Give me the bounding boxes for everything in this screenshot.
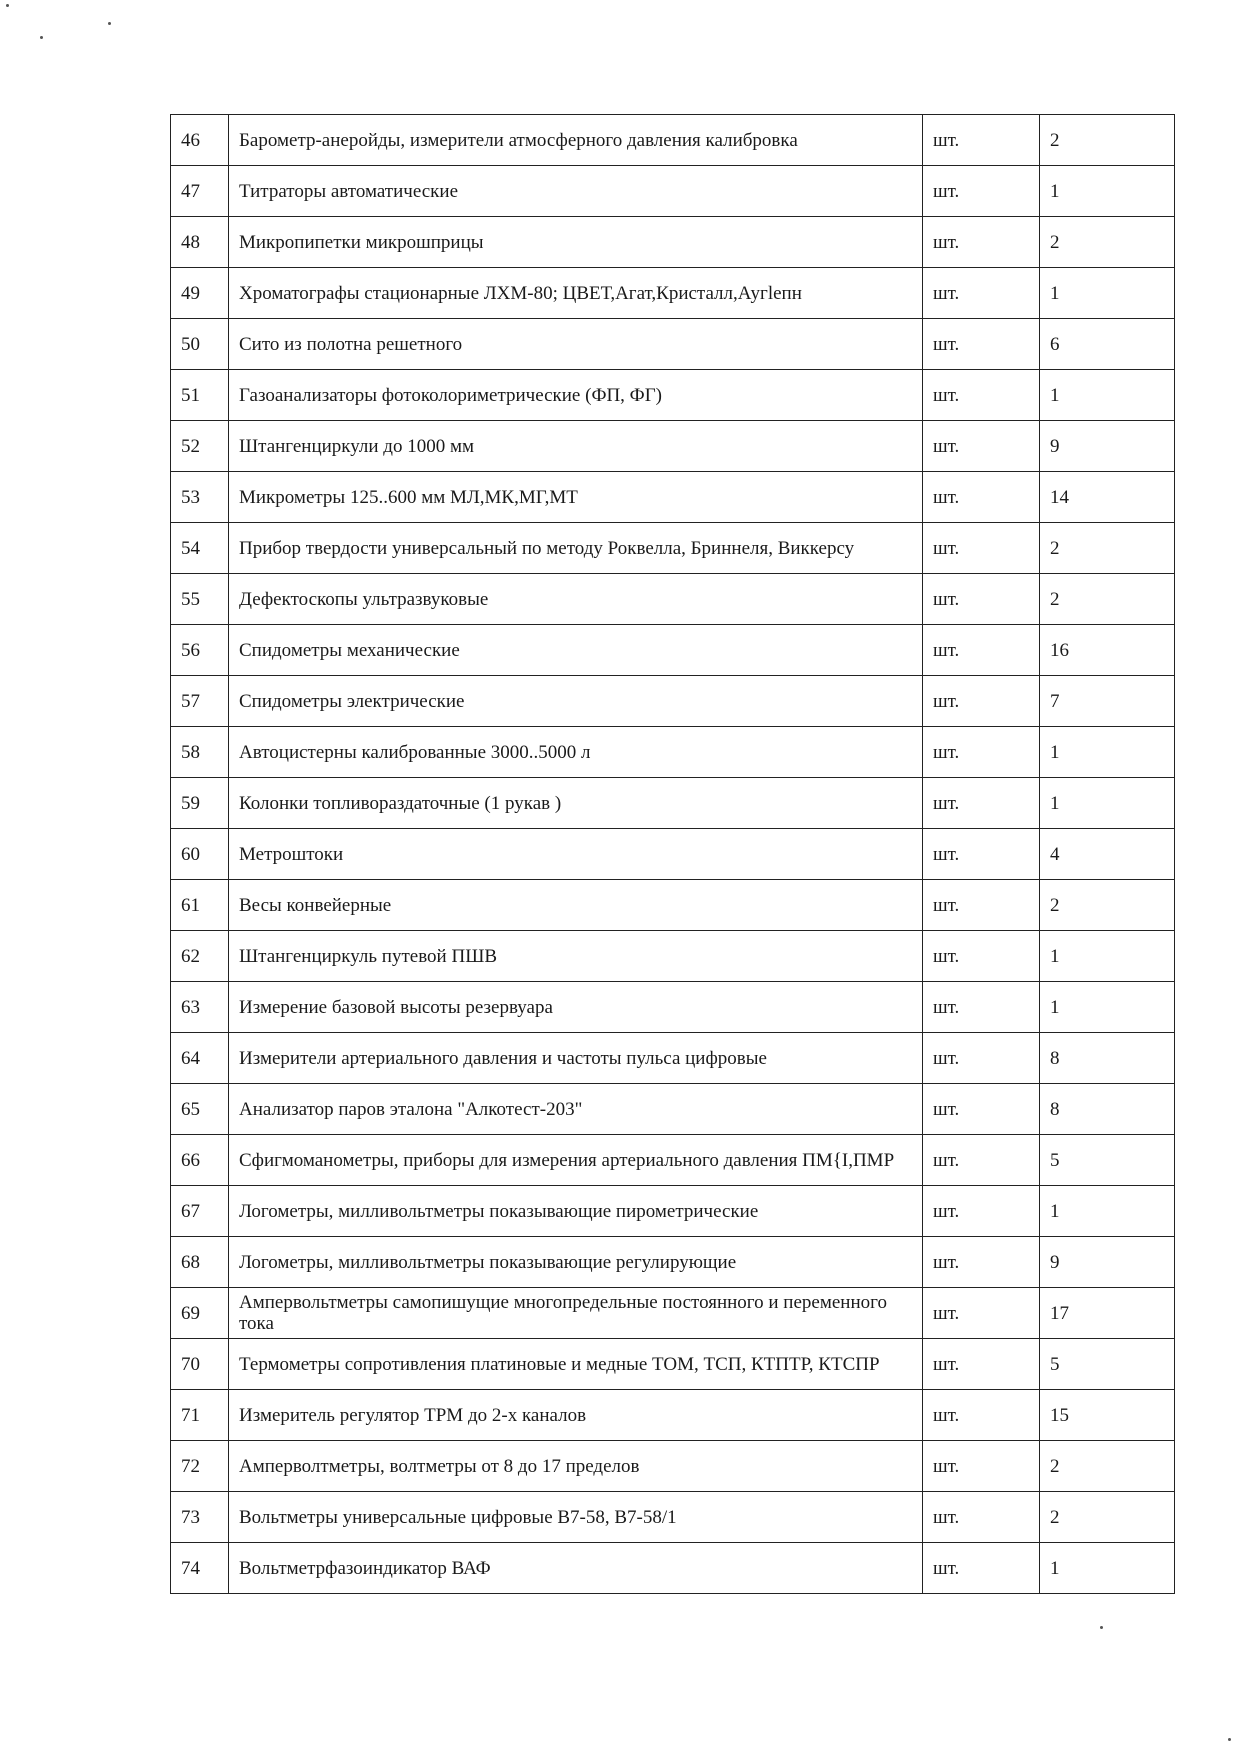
table-row [171, 1237, 1175, 1288]
unit-cell: шт. [923, 370, 1040, 421]
row-number-cell: 74 [171, 1543, 229, 1594]
item-name-cell: Барометр-анеройды, измерители атмосферного давления калибровка [229, 115, 923, 166]
item-name-cell: Термометры сопротивления платиновые и медные ТОМ, ТСП, КТПТР, КТСПР [229, 1339, 923, 1390]
unit-cell: шт. [923, 982, 1040, 1033]
unit-cell: шт. [923, 676, 1040, 727]
table-row [171, 115, 1175, 166]
quantity-cell: 1 [1040, 370, 1175, 421]
row-number-cell: 59 [171, 778, 229, 829]
scan-speck [108, 22, 111, 25]
quantity-cell: 2 [1040, 1492, 1175, 1543]
table-row [171, 523, 1175, 574]
row-number-cell: 67 [171, 1186, 229, 1237]
row-number-cell: 61 [171, 880, 229, 931]
quantity-cell: 7 [1040, 676, 1175, 727]
quantity-cell: 17 [1040, 1288, 1175, 1339]
item-name-cell: Метроштоки [229, 829, 923, 880]
row-number-cell: 58 [171, 727, 229, 778]
unit-cell: шт. [923, 1033, 1040, 1084]
unit-cell: шт. [923, 268, 1040, 319]
item-name-cell: Измеритель регулятор ТРМ до 2-х каналов [229, 1390, 923, 1441]
row-number-cell: 66 [171, 1135, 229, 1186]
unit-cell: шт. [923, 217, 1040, 268]
row-number-cell: 57 [171, 676, 229, 727]
table-row [171, 931, 1175, 982]
scan-speck [40, 36, 43, 39]
unit-cell: шт. [923, 727, 1040, 778]
item-name-cell: Спидометры электрические [229, 676, 923, 727]
table-row [171, 982, 1175, 1033]
item-name-cell: Измерение базовой высоты резервуара [229, 982, 923, 1033]
quantity-cell: 8 [1040, 1033, 1175, 1084]
item-name-cell: Весы конвейерные [229, 880, 923, 931]
unit-cell: шт. [923, 574, 1040, 625]
item-name-cell: Вольтметры универсальные цифровые В7-58, В7-58/1 [229, 1492, 923, 1543]
table-row [171, 880, 1175, 931]
unit-cell: шт. [923, 1084, 1040, 1135]
quantity-cell: 9 [1040, 421, 1175, 472]
item-name-cell: Штангенциркули до 1000 мм [229, 421, 923, 472]
row-number-cell: 73 [171, 1492, 229, 1543]
quantity-cell: 1 [1040, 1186, 1175, 1237]
table-row [171, 778, 1175, 829]
unit-cell: шт. [923, 829, 1040, 880]
quantity-cell: 1 [1040, 982, 1175, 1033]
quantity-cell: 1 [1040, 268, 1175, 319]
item-name-cell: Газоанализаторы фотоколориметрические (ФП, ФГ) [229, 370, 923, 421]
quantity-cell: 1 [1040, 727, 1175, 778]
row-number-cell: 72 [171, 1441, 229, 1492]
table-row [171, 166, 1175, 217]
table-row [171, 625, 1175, 676]
unit-cell: шт. [923, 319, 1040, 370]
quantity-cell: 1 [1040, 778, 1175, 829]
row-number-cell: 53 [171, 472, 229, 523]
table-row [171, 268, 1175, 319]
quantity-cell: 1 [1040, 166, 1175, 217]
unit-cell: шт. [923, 625, 1040, 676]
equipment-table [170, 114, 1175, 1594]
unit-cell: шт. [923, 1237, 1040, 1288]
quantity-cell: 2 [1040, 115, 1175, 166]
item-name-cell: Микрометры 125..600 мм МЛ,МК,МГ,МТ [229, 472, 923, 523]
row-number-cell: 56 [171, 625, 229, 676]
table-row [171, 1288, 1175, 1339]
quantity-cell: 16 [1040, 625, 1175, 676]
item-name-cell: Сфигмоманометры, приборы для измерения артериального давления ПМ{I,ПМР [229, 1135, 923, 1186]
quantity-cell: 2 [1040, 1441, 1175, 1492]
unit-cell: шт. [923, 778, 1040, 829]
table-row [171, 1543, 1175, 1594]
row-number-cell: 51 [171, 370, 229, 421]
unit-cell: шт. [923, 880, 1040, 931]
scan-speck [6, 4, 9, 7]
quantity-cell: 15 [1040, 1390, 1175, 1441]
unit-cell: шт. [923, 1288, 1040, 1339]
quantity-cell: 14 [1040, 472, 1175, 523]
table-row [171, 217, 1175, 268]
row-number-cell: 69 [171, 1288, 229, 1339]
item-name-cell: Анализатор паров эталона "Алкотест-203" [229, 1084, 923, 1135]
unit-cell: шт. [923, 166, 1040, 217]
item-name-cell: Сито из полотна решетного [229, 319, 923, 370]
quantity-cell: 5 [1040, 1135, 1175, 1186]
row-number-cell: 62 [171, 931, 229, 982]
unit-cell: шт. [923, 1492, 1040, 1543]
table-row [171, 1390, 1175, 1441]
unit-cell: шт. [923, 1441, 1040, 1492]
table-row [171, 421, 1175, 472]
scan-speck [1100, 1626, 1103, 1629]
unit-cell: шт. [923, 1543, 1040, 1594]
item-name-cell: Дефектоскопы ультразвуковые [229, 574, 923, 625]
table-row [171, 319, 1175, 370]
item-name-cell: Микропипетки микрошприцы [229, 217, 923, 268]
row-number-cell: 52 [171, 421, 229, 472]
table-row [171, 574, 1175, 625]
item-name-cell: Прибор твердости универсальный по методу Роквелла, Бриннеля, Виккерсу [229, 523, 923, 574]
row-number-cell: 54 [171, 523, 229, 574]
table-row [171, 1135, 1175, 1186]
quantity-cell: 2 [1040, 880, 1175, 931]
table-row [171, 676, 1175, 727]
unit-cell: шт. [923, 1135, 1040, 1186]
table-row [171, 1339, 1175, 1390]
table-row [171, 1033, 1175, 1084]
table-row [171, 829, 1175, 880]
row-number-cell: 63 [171, 982, 229, 1033]
quantity-cell: 9 [1040, 1237, 1175, 1288]
scan-speck [1228, 1738, 1231, 1741]
item-name-cell: Титраторы автоматические [229, 166, 923, 217]
row-number-cell: 70 [171, 1339, 229, 1390]
item-name-cell: Логометры, милливольтметры показывающие пирометрические [229, 1186, 923, 1237]
quantity-cell: 5 [1040, 1339, 1175, 1390]
row-number-cell: 68 [171, 1237, 229, 1288]
item-name-cell: Автоцистерны калиброванные 3000..5000 л [229, 727, 923, 778]
table-row [171, 370, 1175, 421]
unit-cell: шт. [923, 472, 1040, 523]
unit-cell: шт. [923, 1339, 1040, 1390]
quantity-cell: 8 [1040, 1084, 1175, 1135]
unit-cell: шт. [923, 931, 1040, 982]
row-number-cell: 64 [171, 1033, 229, 1084]
equipment-table-body [171, 115, 1175, 1594]
quantity-cell: 1 [1040, 1543, 1175, 1594]
row-number-cell: 71 [171, 1390, 229, 1441]
item-name-cell: Ампервольтметры самопишущие многопредельные постоянного и переменного тока [229, 1288, 923, 1339]
row-number-cell: 47 [171, 166, 229, 217]
item-name-cell: Вольтметрфазоиндикатор ВАФ [229, 1543, 923, 1594]
quantity-cell: 6 [1040, 319, 1175, 370]
item-name-cell: Спидометры механические [229, 625, 923, 676]
item-name-cell: Штангенциркуль путевой ПШВ [229, 931, 923, 982]
row-number-cell: 50 [171, 319, 229, 370]
item-name-cell: Амперволтметры, волтметры от 8 до 17 пределов [229, 1441, 923, 1492]
unit-cell: шт. [923, 1186, 1040, 1237]
quantity-cell: 2 [1040, 217, 1175, 268]
quantity-cell: 2 [1040, 574, 1175, 625]
table-row [171, 1441, 1175, 1492]
row-number-cell: 46 [171, 115, 229, 166]
quantity-cell: 4 [1040, 829, 1175, 880]
unit-cell: шт. [923, 523, 1040, 574]
table-row [171, 1492, 1175, 1543]
table-row [171, 1084, 1175, 1135]
row-number-cell: 49 [171, 268, 229, 319]
row-number-cell: 65 [171, 1084, 229, 1135]
item-name-cell: Хроматографы стационарные ЛХМ-80; ЦВЕТ,Агат,Кристалл,Аугlепн [229, 268, 923, 319]
quantity-cell: 1 [1040, 931, 1175, 982]
item-name-cell: Измерители артериального давления и частоты пульса цифровые [229, 1033, 923, 1084]
unit-cell: шт. [923, 115, 1040, 166]
quantity-cell: 2 [1040, 523, 1175, 574]
unit-cell: шт. [923, 1390, 1040, 1441]
item-name-cell: Логометры, милливольтметры показывающие регулирующие [229, 1237, 923, 1288]
table-row [171, 1186, 1175, 1237]
table-row [171, 727, 1175, 778]
row-number-cell: 48 [171, 217, 229, 268]
item-name-cell: Колонки топливораздаточные (1 рукав ) [229, 778, 923, 829]
unit-cell: шт. [923, 421, 1040, 472]
row-number-cell: 60 [171, 829, 229, 880]
row-number-cell: 55 [171, 574, 229, 625]
table-row [171, 472, 1175, 523]
